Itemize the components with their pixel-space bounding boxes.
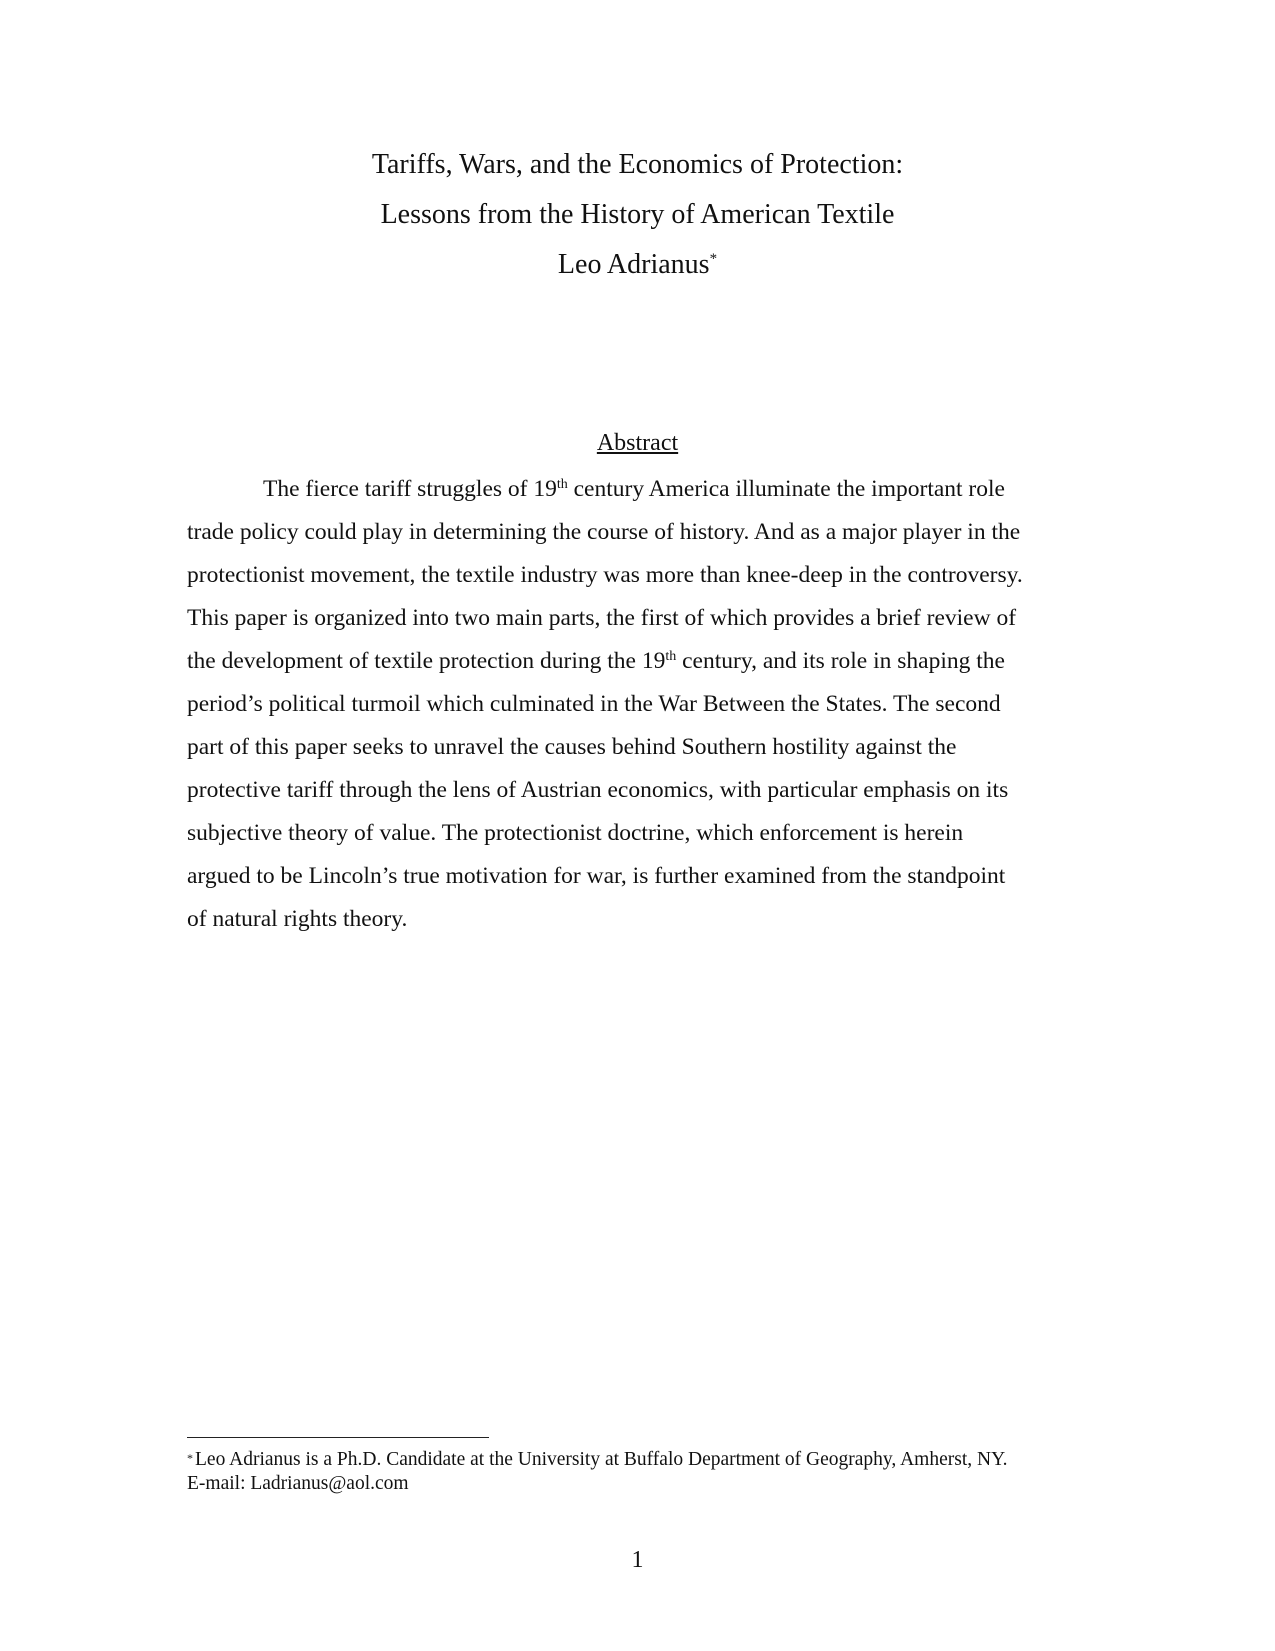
- abstract-line: [187, 640, 1087, 683]
- abstract-line: trade policy could play in determining the course of history. And as a major player in the: [187, 519, 1021, 545]
- abstract-heading: Abstract: [596, 430, 679, 456]
- abstract-text: the development of textile protection during the 19: [187, 648, 666, 674]
- abstract-line: [187, 468, 1087, 511]
- abstract-line: subjective theory of value. The protectionist doctrine, which enforcement is herein: [187, 820, 964, 846]
- author-footnote-mark: *: [709, 251, 718, 267]
- abstract-text: century, and its role in shaping the: [676, 648, 1005, 674]
- footnote-text: Leo Adrianus is a Ph.D. Candidate at the University at Buffalo Department of Geography, Amherst, NY.: [195, 1449, 1008, 1470]
- abstract-line: part of this paper seeks to unravel the causes behind Southern hostility against the: [187, 734, 957, 760]
- ordinal-suffix: th: [556, 477, 568, 492]
- abstract-line: This paper is organized into two main parts, the first of which provides a brief review of: [187, 605, 1017, 631]
- footnote-mark: *: [187, 1451, 193, 1465]
- page-number: 1: [631, 1547, 644, 1573]
- footnote-email: E-mail: Ladrianus@aol.com: [187, 1473, 409, 1494]
- abstract-text: The fierce tariff struggles of 19: [263, 476, 557, 502]
- abstract-line: protective tariff through the lens of Austrian economics, with particular emphasis on its: [187, 777, 1009, 803]
- footnote-separator: [187, 1437, 489, 1438]
- abstract-line: protectionist movement, the textile industry was more than knee-deep in the controversy.: [187, 562, 1023, 588]
- ordinal-suffix: th: [665, 649, 677, 664]
- abstract-line: of natural rights theory.: [187, 906, 408, 932]
- paper-title-line-2: Lessons from the History of American Textile: [380, 199, 895, 230]
- author-name: Leo Adrianus: [557, 249, 710, 280]
- abstract-body: [187, 468, 1087, 941]
- abstract-line: argued to be Lincoln’s true motivation for war, is further examined from the standpoint: [187, 863, 1006, 889]
- author-line: [0, 240, 1275, 290]
- paper-title-block: [0, 140, 1275, 290]
- abstract-line: period’s political turmoil which culminated in the War Between the States. The second: [187, 691, 1001, 717]
- paper-title-line-1: Tariffs, Wars, and the Economics of Protection:: [371, 149, 904, 180]
- abstract-text: century America illuminate the important role: [567, 476, 1005, 502]
- footnote-line-1: [187, 1448, 1087, 1472]
- footnote: [187, 1448, 1087, 1496]
